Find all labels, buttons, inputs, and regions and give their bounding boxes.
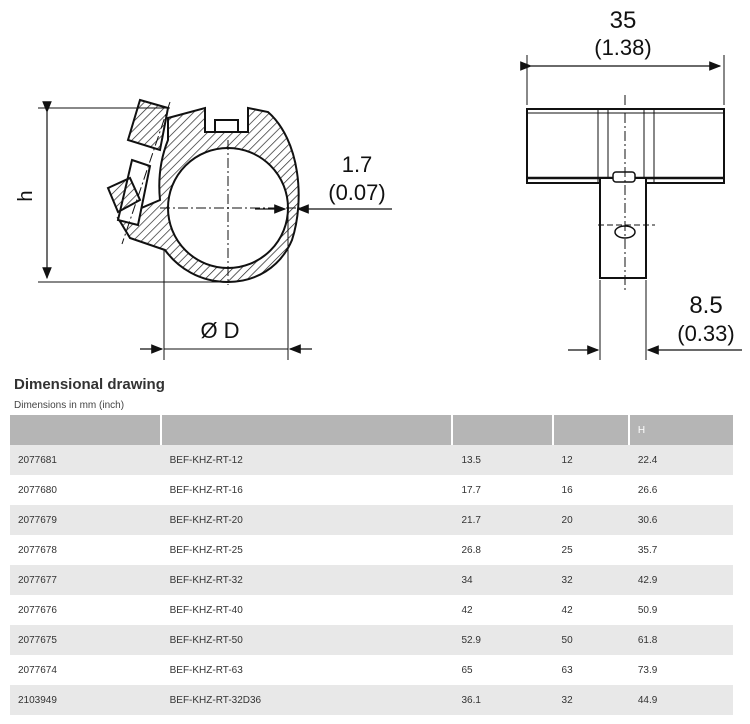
part-number: 2077677: [10, 565, 162, 595]
cell-value-h: 42.9: [630, 565, 733, 595]
cell-value: 16: [561, 484, 573, 496]
type-code: BEF-KHZ-RT-32D36: [162, 685, 454, 715]
cell-value-h: 73.9: [637, 664, 658, 676]
part-number: 2077681: [10, 445, 162, 475]
table-row: [10, 655, 733, 685]
height-label: h: [15, 190, 37, 202]
table-header-cell: [162, 415, 454, 445]
cell-value: 52.9: [453, 625, 553, 655]
table-row: [10, 565, 733, 595]
cell-value-h: 30.6: [630, 505, 733, 535]
cell-value: 65: [461, 664, 473, 676]
table-header-cell: [10, 415, 162, 445]
cell-value: 21.7: [453, 505, 553, 535]
cell-value: 42: [461, 604, 473, 616]
cell-value: 25: [561, 544, 573, 556]
type-code: BEF-KHZ-RT-40: [169, 604, 243, 616]
table-row: [10, 535, 733, 565]
cell-value: 20: [554, 505, 630, 535]
cell-value: 32: [554, 565, 630, 595]
cell-value: 12: [554, 445, 630, 475]
type-code: BEF-KHZ-RT-20: [162, 505, 454, 535]
type-code: BEF-KHZ-RT-63: [169, 664, 243, 676]
table-row: [10, 595, 733, 625]
width-inch: (1.38): [594, 35, 652, 60]
table-header-row: [10, 415, 733, 445]
t-slot: [205, 108, 248, 132]
cell-value: 13.5: [453, 445, 553, 475]
part-number: 2077678: [18, 544, 57, 556]
type-code: BEF-KHZ-RT-12: [162, 445, 454, 475]
diameter-label: Ø D: [200, 318, 240, 343]
type-code: BEF-KHZ-RT-32: [162, 565, 454, 595]
section-title: Dimensional drawing: [14, 376, 165, 393]
section-subtitle: Dimensions in mm (inch): [14, 400, 125, 411]
table-row: [10, 475, 733, 505]
part-number: 2077680: [18, 484, 57, 496]
cell-value: 42: [561, 604, 573, 616]
part-number: 2077675: [10, 625, 162, 655]
dimensions-table: [10, 415, 733, 715]
table-row: [10, 505, 733, 535]
cell-value: 63: [561, 664, 573, 676]
cell-value-h: 35.7: [637, 544, 658, 556]
cell-value: 36.1: [453, 685, 553, 715]
type-code: BEF-KHZ-RT-50: [162, 625, 454, 655]
cell-value-h: 50.9: [637, 604, 658, 616]
type-code: BEF-KHZ-RT-25: [169, 544, 243, 556]
table-header-cell-h: H: [630, 415, 733, 445]
cell-value: 17.7: [461, 484, 481, 496]
wall-thickness-inch: (0.07): [328, 180, 386, 205]
part-number: 2077676: [18, 604, 57, 616]
cell-value-h: 61.8: [630, 625, 733, 655]
cell-value: 50: [554, 625, 630, 655]
table-row: [10, 685, 733, 715]
table-header-cell: [554, 415, 630, 445]
cell-value: 32: [554, 685, 630, 715]
type-code: BEF-KHZ-RT-16: [169, 484, 243, 496]
cell-value: 26.8: [461, 544, 481, 556]
table-row: [10, 625, 733, 655]
wall-thickness-mm: 1.7: [341, 152, 373, 177]
part-number: 2077679: [10, 505, 162, 535]
cell-value-h: 44.9: [630, 685, 733, 715]
stem-width-mm: 8.5: [689, 292, 723, 319]
part-number: 2103949: [10, 685, 162, 715]
table-row: [10, 445, 733, 475]
part-number: 2077674: [18, 664, 57, 676]
table-header-cell: [453, 415, 553, 445]
stem-width-inch: (0.33): [677, 321, 735, 346]
width-mm: 35: [609, 7, 637, 34]
cell-value: 34: [453, 565, 553, 595]
cell-value-h: 22.4: [630, 445, 733, 475]
cell-value-h: 26.6: [637, 484, 658, 496]
